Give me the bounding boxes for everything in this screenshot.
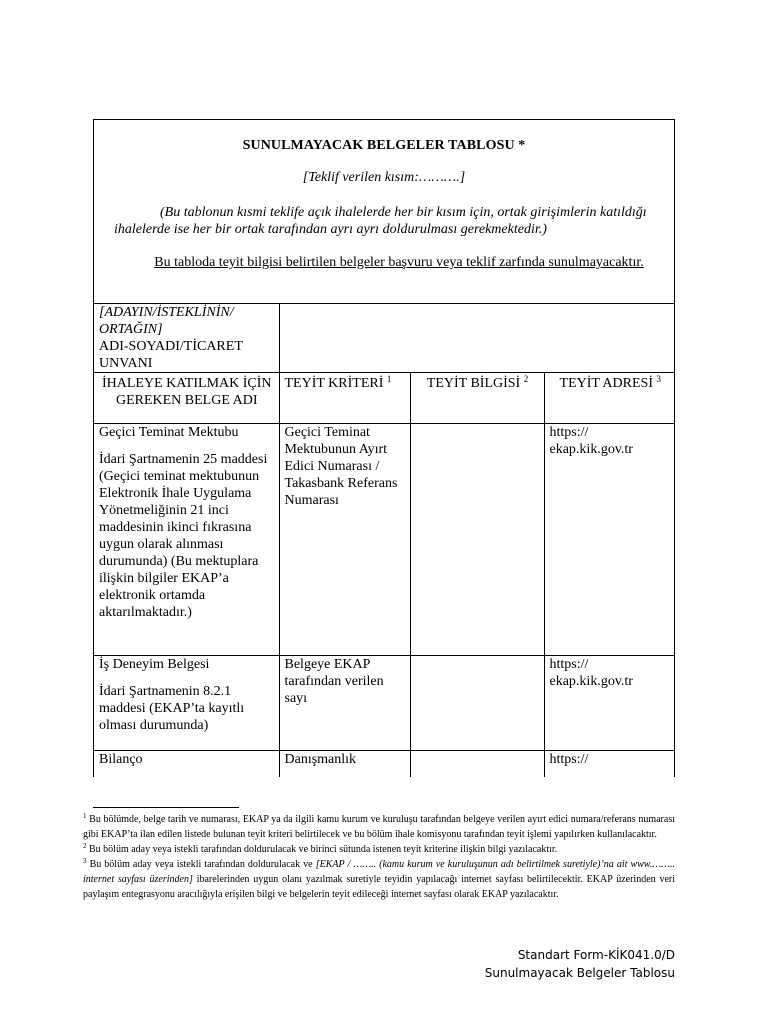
document-name-cell [94,424,279,656]
bidder-row [94,304,675,373]
document-detail: İdari Şartnamenin 25 maddesi (Geçici teminat mektubunun Elektronik İhale Uygulama Yönetmeliğinin 21 inci maddesinin ikinci fıkrasına uygun olarak alınması durumunda) (Bu mektuplara ilişkin bilgiler EKAP’a elektronik ortamda aktarılmaktadır.) [99,452,268,620]
document-title: SUNULMAYACAK BELGELER TABLOSU * [242,138,526,153]
document-title: Geçici Teminat Mektubu [99,425,239,440]
header-info-label: TEYİT BİLGİSİ [426,376,521,391]
warning-statement: Bu tabloda teyit bilgisi belirtilen belgeler başvuru veya teklif zarfında sunulmayacaktır. [154,255,644,270]
header-info [410,373,544,424]
table-intro [94,120,674,304]
footnote-text: Bu bölümde, belge tarih ve numarası, EKAP ya da ilgili kamu kurum ve kuruluşu tarafından belgeye verilen ayırt edici numara/referans numarası gibi EKAP’ta ilan edilen listede bulunan teyit kriteri belirtilecek ve bu bölüm ihale komisyonu tarafından teyit işlemi yapılırken kullanılacaktır. [83,814,676,840]
header-row [94,373,675,424]
form-code: Standart Form-KİK041.0/D [517,948,675,962]
table-row [94,424,675,656]
document-title: Bilanço [99,752,143,767]
documents-table-frame [93,119,675,777]
documents-table [94,304,675,777]
info-field[interactable] [410,751,544,778]
document-name-cell [94,656,279,751]
instruction-note: (Bu tablonun kısmi teklife açık ihalelerde her bir kısım için, ortak girişimlerin katıldığı ihalelerde ise her bir ortak tarafından ayrı ayrı doldurulması gerekmektedir.) [114,205,647,237]
criterion-cell: Danışmanlık [279,751,410,778]
footnote-2 [83,842,675,857]
criterion-cell: Belgeye EKAP tarafından verilen sayı [279,656,410,751]
footnote-1 [83,812,675,842]
footnote-ref-3: 3 [656,374,661,384]
table-row [94,656,675,751]
form-name: Sunulmayacak Belgeler Tablosu [484,966,675,980]
footnote-emphasis: [EKAP / …….. (kamu kurum ve kuruluşunun adı belirtilmek suretiyle)’na ait www.…….. internet sayfası üzerinden] [83,859,676,885]
bidder-label-cell [94,304,279,373]
footnote-text: Bu bölüm aday veya istekli tarafından doldurulacak ve birinci sütunda istenen teyit kriterine ilişkin bilgi yazılacaktır. [89,844,558,855]
address-cell: https:// ekap.kik.gov.tr [544,424,675,656]
info-field[interactable] [410,656,544,751]
footnote-text-cont: ibarelerinden uygun olanı yazılmak suretiyle teyidin yapılacağı internet sayfası belirtilecektir. EKAP üzerinden veri paylaşım entegrasyonu aracılığıyla erişilen bilgi ve belgelerin teyit edileceği internet sayfası olarak EKAP yazılacaktır. [83,874,676,900]
bidder-label-italic: [ADAYIN/İSTEKLİNİN/ ORTAĞIN] [99,305,234,337]
offered-part-line: [Teklif verilen kısım:……….] [302,170,466,185]
header-document-name: İHALEYE KATILMAK İÇİN GEREKEN BELGE ADI [94,373,279,424]
bidder-name-field[interactable] [279,304,675,373]
criterion-cell: Geçici Teminat Mektubunun Ayırt Edici Numarası / Takasbank Referans Numarası [279,424,410,656]
footnote-ref-1: 1 [386,374,392,384]
header-address-label: TEYİT ADRESİ [559,376,653,391]
document-title: İş Deneyim Belgesi [99,657,210,672]
header-criterion [279,373,410,424]
footnote-marker: 2 [83,842,87,850]
footnote-marker: 3 [83,857,87,865]
footnote-ref-2: 2 [523,374,529,384]
document-detail: İdari Şartnamenin 8.2.1 maddesi (EKAP’ta kayıtlı olması durumunda) [99,684,245,733]
header-criterion-label: TEYİT KRİTERİ [284,376,384,391]
footnote-3 [83,857,675,902]
address-cell: https:// ekap.kik.gov.tr [544,656,675,751]
info-field[interactable] [410,424,544,656]
form-identifier [485,946,675,982]
footnote-marker: 1 [83,812,87,820]
address-cell: https:// [544,751,675,778]
footnote-separator [93,807,239,808]
table-row [94,751,675,778]
bidder-label: ADI-SOYADI/TİCARET UNVANI [99,339,243,371]
document-name-cell [94,751,279,778]
footnotes [83,812,675,902]
header-address [544,373,675,424]
footnote-text: Bu bölüm aday veya istekli tarafından doldurulacak ve [89,859,313,870]
